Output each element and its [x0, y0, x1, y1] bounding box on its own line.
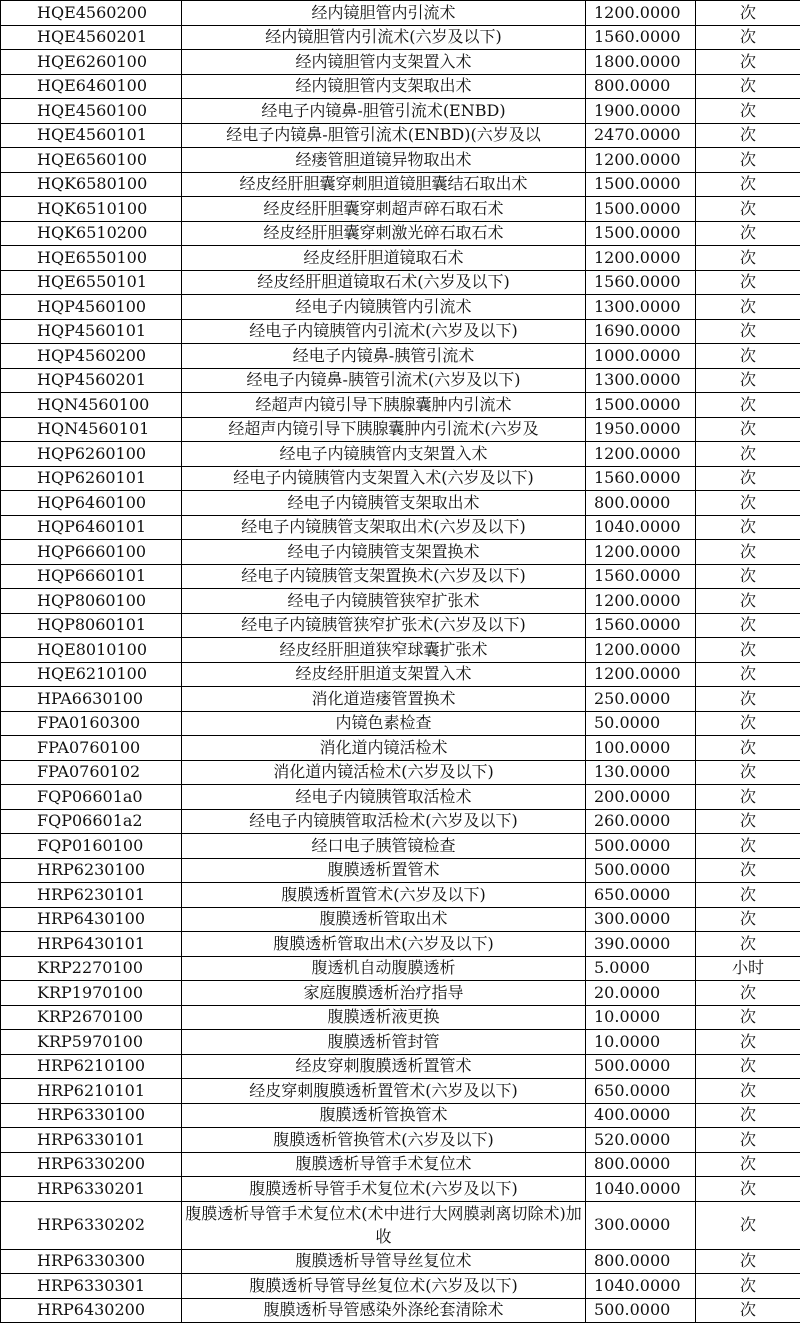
- unit-cell: 次: [696, 589, 800, 614]
- item-code-cell: HQP8060100: [1, 589, 182, 614]
- item-code-cell: HQE6560100: [1, 148, 182, 173]
- unit-cell: 次: [696, 1298, 800, 1323]
- item-code-cell: HQP4560101: [1, 319, 182, 344]
- price-cell: 1900.0000: [586, 99, 696, 124]
- unit-cell: 次: [696, 319, 800, 344]
- price-cell: 10.0000: [586, 1030, 696, 1055]
- item-name-cell: 腹膜透析管取出术: [182, 907, 586, 932]
- item-name-cell: 家庭腹膜透析治疗指导: [182, 981, 586, 1006]
- unit-cell: 次: [696, 932, 800, 957]
- item-name-cell: 经内镜胆管内引流术: [182, 1, 586, 26]
- price-cell: 800.0000: [586, 1249, 696, 1274]
- item-name-cell: 腹膜透析管封管: [182, 1030, 586, 1055]
- unit-cell: 次: [696, 540, 800, 565]
- item-code-cell: HQP6660100: [1, 540, 182, 565]
- unit-cell: 次: [696, 638, 800, 663]
- item-name-cell: 经电子内镜胰管支架取出术: [182, 491, 586, 516]
- table-row: [1, 172, 800, 197]
- table-row: [1, 785, 800, 810]
- table-row: [1, 907, 800, 932]
- unit-cell: 次: [696, 760, 800, 785]
- table-row: [1, 295, 800, 320]
- price-cell: 1500.0000: [586, 172, 696, 197]
- table-row: [1, 564, 800, 589]
- price-cell: 130.0000: [586, 760, 696, 785]
- item-code-cell: HQE6260100: [1, 50, 182, 75]
- price-cell: 100.0000: [586, 736, 696, 761]
- item-name-cell: 经电子内镜胰管内支架置入术: [182, 442, 586, 467]
- item-name-cell: 经电子内镜胰管支架取出术(六岁及以下): [182, 515, 586, 540]
- price-cell: 800.0000: [586, 1152, 696, 1177]
- unit-cell: 次: [696, 1249, 800, 1274]
- unit-cell: 次: [696, 270, 800, 295]
- item-name-cell: 经超声内镜引导下胰腺囊肿内引流术: [182, 393, 586, 418]
- item-name-cell: 腹膜透析管换管术(六岁及以下): [182, 1128, 586, 1153]
- unit-cell: 次: [696, 1128, 800, 1153]
- table-row: [1, 589, 800, 614]
- price-cell: 1040.0000: [586, 515, 696, 540]
- price-cell: 1200.0000: [586, 540, 696, 565]
- unit-cell: 次: [696, 1030, 800, 1055]
- table-row: [1, 417, 800, 442]
- price-cell: 1300.0000: [586, 368, 696, 393]
- item-name-cell: 腹膜透析管取出术(六岁及以下): [182, 932, 586, 957]
- item-name-cell: 腹膜透析管换管术: [182, 1103, 586, 1128]
- table-row: [1, 760, 800, 785]
- item-name-cell: 消化道内镜活检术(六岁及以下): [182, 760, 586, 785]
- item-code-cell: HQN4560101: [1, 417, 182, 442]
- item-name-cell: 腹膜透析置管术(六岁及以下): [182, 883, 586, 908]
- price-cell: 500.0000: [586, 1298, 696, 1323]
- table-row: [1, 270, 800, 295]
- unit-cell: 次: [696, 515, 800, 540]
- item-code-cell: HQE4560201: [1, 25, 182, 50]
- price-cell: 50.0000: [586, 711, 696, 736]
- item-code-cell: FQP06601a2: [1, 809, 182, 834]
- price-cell: 1560.0000: [586, 466, 696, 491]
- unit-cell: 次: [696, 172, 800, 197]
- table-row: [1, 246, 800, 271]
- unit-cell: 次: [696, 466, 800, 491]
- item-name-cell: 腹膜透析导管导丝复位术(六岁及以下): [182, 1274, 586, 1299]
- price-cell: 10.0000: [586, 1005, 696, 1030]
- item-name-cell: 消化道内镜活检术: [182, 736, 586, 761]
- item-name-cell: 经皮经肝胆囊穿刺胆道镜胆囊结石取出术: [182, 172, 586, 197]
- item-name-cell: 腹膜透析导管手术复位术(六岁及以下): [182, 1177, 586, 1202]
- unit-cell: 次: [696, 295, 800, 320]
- price-cell: 390.0000: [586, 932, 696, 957]
- item-code-cell: HQE8010100: [1, 638, 182, 663]
- item-name-cell: 经皮经肝胆道镜取石术: [182, 246, 586, 271]
- price-cell: 1200.0000: [586, 662, 696, 687]
- price-cell: 1560.0000: [586, 270, 696, 295]
- item-name-cell: 腹透机自动腹膜透析: [182, 956, 586, 981]
- table-row: [1, 344, 800, 369]
- table-row: [1, 99, 800, 124]
- table-row: [1, 197, 800, 222]
- item-code-cell: HQE6550101: [1, 270, 182, 295]
- item-name-cell: 经电子内镜鼻-胰管引流术: [182, 344, 586, 369]
- table-row: [1, 221, 800, 246]
- table-row: [1, 1054, 800, 1079]
- item-code-cell: HRP6330200: [1, 1152, 182, 1177]
- item-code-cell: HRP6430100: [1, 907, 182, 932]
- unit-cell: 次: [696, 1005, 800, 1030]
- price-cell: 500.0000: [586, 1054, 696, 1079]
- price-cell: 1500.0000: [586, 197, 696, 222]
- table-row: [1, 540, 800, 565]
- table-row: [1, 834, 800, 859]
- item-name-cell: 内镜色素检查: [182, 711, 586, 736]
- item-name-cell: 经内镜胆管内支架取出术: [182, 74, 586, 99]
- item-code-cell: HRP6210100: [1, 1054, 182, 1079]
- price-cell: 250.0000: [586, 687, 696, 712]
- unit-cell: 次: [696, 417, 800, 442]
- item-name-cell: 腹膜透析导管导丝复位术: [182, 1249, 586, 1274]
- item-name-cell: 经皮经肝胆道镜取石术(六岁及以下): [182, 270, 586, 295]
- unit-cell: 次: [696, 687, 800, 712]
- price-cell: 1500.0000: [586, 221, 696, 246]
- price-cell: 650.0000: [586, 1079, 696, 1104]
- item-name-cell: 经瘘管胆道镜异物取出术: [182, 148, 586, 173]
- item-code-cell: HRP6330201: [1, 1177, 182, 1202]
- item-name-cell: 经电子内镜胰管取活检术: [182, 785, 586, 810]
- price-cell: 200.0000: [586, 785, 696, 810]
- unit-cell: 次: [696, 368, 800, 393]
- item-code-cell: KRP2270100: [1, 956, 182, 981]
- table-row: [1, 1, 800, 26]
- item-code-cell: FQP0160100: [1, 834, 182, 859]
- item-code-cell: FPA0760102: [1, 760, 182, 785]
- unit-cell: 次: [696, 50, 800, 75]
- price-cell: 650.0000: [586, 883, 696, 908]
- item-code-cell: HQP6460101: [1, 515, 182, 540]
- unit-cell: 次: [696, 1, 800, 26]
- item-name-cell: 经电子内镜胰管内引流术: [182, 295, 586, 320]
- item-name-cell: 经皮经肝胆囊穿刺超声碎石取石术: [182, 197, 586, 222]
- item-name-cell: 经皮经肝胆道支架置入术: [182, 662, 586, 687]
- table-row: [1, 442, 800, 467]
- item-name-cell: 腹膜透析导管感染外涤纶套清除术: [182, 1298, 586, 1323]
- item-code-cell: HQE4560100: [1, 99, 182, 124]
- item-name-cell: 经电子内镜胰管支架置换术(六岁及以下): [182, 564, 586, 589]
- item-code-cell: HQN4560100: [1, 393, 182, 418]
- unit-cell: 次: [696, 1201, 800, 1249]
- price-cell: 520.0000: [586, 1128, 696, 1153]
- unit-cell: 次: [696, 711, 800, 736]
- item-code-cell: HQP6260100: [1, 442, 182, 467]
- table-row: [1, 638, 800, 663]
- item-code-cell: KRP1970100: [1, 981, 182, 1006]
- table-row: [1, 515, 800, 540]
- item-code-cell: FQP06601a0: [1, 785, 182, 810]
- price-cell: 1200.0000: [586, 638, 696, 663]
- table-row: [1, 1249, 800, 1274]
- unit-cell: 次: [696, 393, 800, 418]
- item-name-cell: 经电子内镜胰管内引流术(六岁及以下): [182, 319, 586, 344]
- table-row: [1, 1298, 800, 1323]
- item-name-cell: 经电子内镜胰管狭窄扩张术(六岁及以下): [182, 613, 586, 638]
- item-code-cell: KRP5970100: [1, 1030, 182, 1055]
- table-row: [1, 1079, 800, 1104]
- unit-cell: 次: [696, 858, 800, 883]
- unit-cell: 次: [696, 148, 800, 173]
- table-row: [1, 1005, 800, 1030]
- price-cell: 1200.0000: [586, 246, 696, 271]
- item-code-cell: HPA6630100: [1, 687, 182, 712]
- item-name-cell: 经内镜胆管内支架置入术: [182, 50, 586, 75]
- item-code-cell: HQP4560200: [1, 344, 182, 369]
- unit-cell: 次: [696, 883, 800, 908]
- price-cell: 1200.0000: [586, 589, 696, 614]
- item-code-cell: HRP6330101: [1, 1128, 182, 1153]
- price-cell: 800.0000: [586, 491, 696, 516]
- item-name-cell: 腹膜透析导管手术复位术: [182, 1152, 586, 1177]
- item-code-cell: HRP6230100: [1, 858, 182, 883]
- table-row: [1, 50, 800, 75]
- price-cell: 300.0000: [586, 907, 696, 932]
- table-row: [1, 148, 800, 173]
- fee-table-body: [1, 1, 800, 1323]
- price-cell: 1040.0000: [586, 1274, 696, 1299]
- unit-cell: 次: [696, 981, 800, 1006]
- unit-cell: 次: [696, 785, 800, 810]
- item-code-cell: HRP6330300: [1, 1249, 182, 1274]
- item-code-cell: HRP6230101: [1, 883, 182, 908]
- table-row: [1, 1177, 800, 1202]
- price-cell: 260.0000: [586, 809, 696, 834]
- table-row: [1, 25, 800, 50]
- item-name-cell: 经电子内镜鼻-胆管引流术(ENBD)(六岁及以: [182, 123, 586, 148]
- table-row: [1, 736, 800, 761]
- unit-cell: 次: [696, 25, 800, 50]
- price-cell: 2470.0000: [586, 123, 696, 148]
- table-row: [1, 74, 800, 99]
- item-code-cell: HQP4560201: [1, 368, 182, 393]
- item-name-cell: 经电子内镜鼻-胰管引流术(六岁及以下): [182, 368, 586, 393]
- unit-cell: 次: [696, 123, 800, 148]
- price-cell: 1040.0000: [586, 1177, 696, 1202]
- unit-cell: 次: [696, 1274, 800, 1299]
- table-row: [1, 809, 800, 834]
- unit-cell: 次: [696, 491, 800, 516]
- price-cell: 1500.0000: [586, 393, 696, 418]
- table-row: [1, 981, 800, 1006]
- unit-cell: 次: [696, 74, 800, 99]
- table-row: [1, 466, 800, 491]
- price-cell: 800.0000: [586, 74, 696, 99]
- unit-cell: 次: [696, 564, 800, 589]
- unit-cell: 次: [696, 1054, 800, 1079]
- unit-cell: 次: [696, 736, 800, 761]
- item-code-cell: FPA0760100: [1, 736, 182, 761]
- price-cell: 300.0000: [586, 1201, 696, 1249]
- table-row: [1, 858, 800, 883]
- table-row: [1, 1152, 800, 1177]
- table-row: [1, 368, 800, 393]
- unit-cell: 次: [696, 809, 800, 834]
- price-cell: 1300.0000: [586, 295, 696, 320]
- item-code-cell: HQE6460100: [1, 74, 182, 99]
- item-name-cell: 经皮穿刺腹膜透析置管术: [182, 1054, 586, 1079]
- table-row: [1, 123, 800, 148]
- table-row: [1, 1201, 800, 1249]
- price-cell: 20.0000: [586, 981, 696, 1006]
- item-name-cell: 经电子内镜胰管取活检术(六岁及以下): [182, 809, 586, 834]
- unit-cell: 次: [696, 344, 800, 369]
- table-row: [1, 956, 800, 981]
- item-name-cell: 腹膜透析液更换: [182, 1005, 586, 1030]
- unit-cell: 次: [696, 907, 800, 932]
- table-row: [1, 1103, 800, 1128]
- table-row: [1, 1128, 800, 1153]
- table-row: [1, 613, 800, 638]
- item-code-cell: HQP8060101: [1, 613, 182, 638]
- item-name-cell: 经电子内镜胰管狭窄扩张术: [182, 589, 586, 614]
- unit-cell: 小时: [696, 956, 800, 981]
- item-code-cell: HQK6510100: [1, 197, 182, 222]
- item-name-cell: 消化道造瘘管置换术: [182, 687, 586, 712]
- item-code-cell: KRP2670100: [1, 1005, 182, 1030]
- item-code-cell: HRP6430200: [1, 1298, 182, 1323]
- item-code-cell: HQK6580100: [1, 172, 182, 197]
- price-cell: 1560.0000: [586, 25, 696, 50]
- item-code-cell: HRP6430101: [1, 932, 182, 957]
- item-code-cell: FPA0160300: [1, 711, 182, 736]
- price-cell: 1000.0000: [586, 344, 696, 369]
- item-name-cell: 经电子内镜胰管内支架置入术(六岁及以下): [182, 466, 586, 491]
- item-code-cell: HRP6330100: [1, 1103, 182, 1128]
- price-cell: 1690.0000: [586, 319, 696, 344]
- price-cell: 1950.0000: [586, 417, 696, 442]
- item-code-cell: HQP6460100: [1, 491, 182, 516]
- item-name-cell: 经内镜胆管内引流术(六岁及以下): [182, 25, 586, 50]
- item-name-cell: 腹膜透析置管术: [182, 858, 586, 883]
- table-row: [1, 1274, 800, 1299]
- table-row: [1, 491, 800, 516]
- item-name-cell: 经皮穿刺腹膜透析置管术(六岁及以下): [182, 1079, 586, 1104]
- table-row: [1, 883, 800, 908]
- price-cell: 1560.0000: [586, 613, 696, 638]
- table-row: [1, 1030, 800, 1055]
- item-name-cell: 腹膜透析导管手术复位术(术中进行大网膜剥离切除术)加收: [182, 1201, 586, 1249]
- unit-cell: 次: [696, 834, 800, 859]
- item-code-cell: HRP6330202: [1, 1201, 182, 1249]
- table-row: [1, 393, 800, 418]
- item-name-cell: 经口电子胰管镜检查: [182, 834, 586, 859]
- unit-cell: 次: [696, 1103, 800, 1128]
- unit-cell: 次: [696, 1079, 800, 1104]
- price-cell: 1200.0000: [586, 148, 696, 173]
- table-row: [1, 687, 800, 712]
- unit-cell: 次: [696, 221, 800, 246]
- item-code-cell: HQP6660101: [1, 564, 182, 589]
- table-row: [1, 319, 800, 344]
- unit-cell: 次: [696, 99, 800, 124]
- item-code-cell: HQE4560200: [1, 1, 182, 26]
- item-code-cell: HQE4560101: [1, 123, 182, 148]
- price-cell: 1200.0000: [586, 442, 696, 467]
- item-name-cell: 经电子内镜胰管支架置换术: [182, 540, 586, 565]
- item-name-cell: 经皮经肝胆道狭窄球囊扩张术: [182, 638, 586, 663]
- unit-cell: 次: [696, 613, 800, 638]
- item-code-cell: HQE6210100: [1, 662, 182, 687]
- unit-cell: 次: [696, 442, 800, 467]
- price-cell: 1560.0000: [586, 564, 696, 589]
- item-code-cell: HRP6330301: [1, 1274, 182, 1299]
- price-cell: 500.0000: [586, 858, 696, 883]
- item-code-cell: HQP4560100: [1, 295, 182, 320]
- price-cell: 500.0000: [586, 834, 696, 859]
- item-name-cell: 经皮经肝胆囊穿刺激光碎石取石术: [182, 221, 586, 246]
- item-code-cell: HQE6550100: [1, 246, 182, 271]
- item-code-cell: HRP6210101: [1, 1079, 182, 1104]
- unit-cell: 次: [696, 246, 800, 271]
- table-row: [1, 711, 800, 736]
- item-code-cell: HQP6260101: [1, 466, 182, 491]
- unit-cell: 次: [696, 662, 800, 687]
- item-code-cell: HQK6510200: [1, 221, 182, 246]
- price-cell: 1200.0000: [586, 1, 696, 26]
- price-cell: 5.0000: [586, 956, 696, 981]
- price-cell: 1800.0000: [586, 50, 696, 75]
- table-row: [1, 932, 800, 957]
- unit-cell: 次: [696, 197, 800, 222]
- item-name-cell: 经超声内镜引导下胰腺囊肿内引流术(六岁及: [182, 417, 586, 442]
- item-name-cell: 经电子内镜鼻-胆管引流术(ENBD): [182, 99, 586, 124]
- price-cell: 400.0000: [586, 1103, 696, 1128]
- unit-cell: 次: [696, 1177, 800, 1202]
- table-row: [1, 662, 800, 687]
- unit-cell: 次: [696, 1152, 800, 1177]
